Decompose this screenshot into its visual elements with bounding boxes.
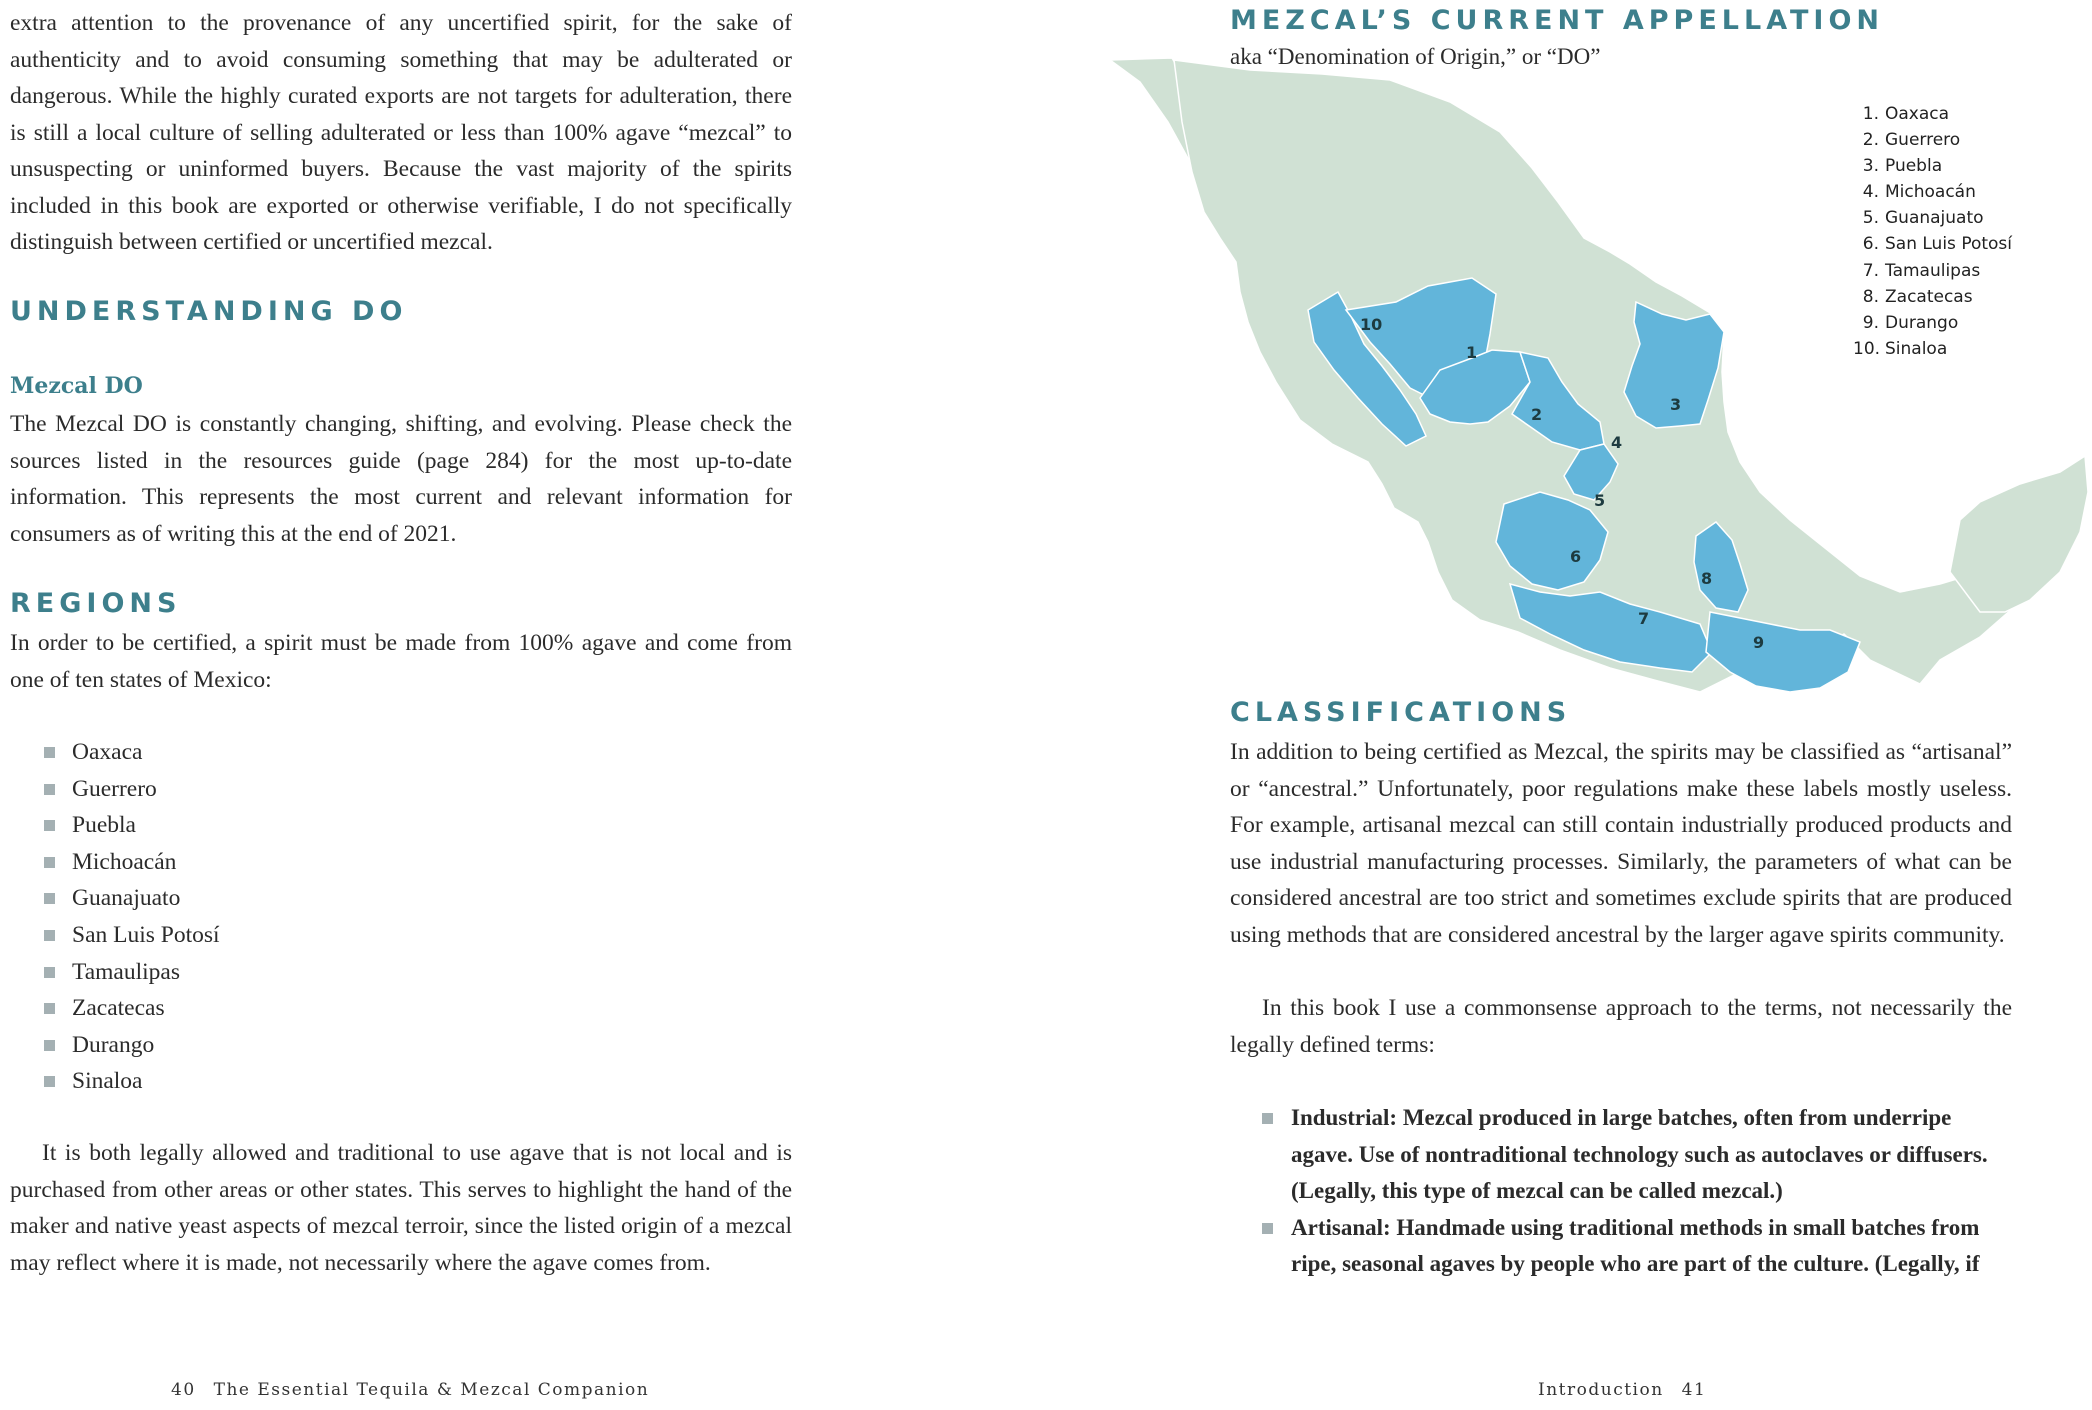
mezcal-do-paragraph: The Mezcal DO is constantly changing, shifting, and evolving. Please check the sources listed in the resources guide (page 284) for the most up-to-date information. This represents the most current and relevant information for consumers as of writing this at the end of 2021.	[10, 411, 792, 547]
page-number: 40	[171, 1380, 196, 1400]
map-heading: MEZCAL’S CURRENT APPELLATION	[1230, 5, 1885, 36]
region-label-9: 9	[1753, 633, 1765, 652]
list-item: Durango	[10, 1027, 610, 1064]
region-label-5: 5	[1594, 491, 1606, 510]
legend-item: 7. Tamaulipas	[1862, 260, 1981, 281]
approach-paragraph: In this book I use a commonsense approach to the terms, not necessarily the legally defined terms:	[1230, 995, 2012, 1058]
yucatan-shape	[1950, 456, 2088, 612]
legend-item: 3. Puebla	[1862, 156, 1943, 177]
legend-item: 10. Sinaloa	[1853, 338, 1948, 359]
bullet-square-icon	[44, 857, 55, 868]
right-footer	[1538, 1380, 1724, 1400]
bullet-square-icon	[44, 1003, 55, 1014]
list-item: Puebla	[10, 807, 610, 844]
terms-list	[1246, 1100, 2006, 1283]
legend-item: 4. Michoacán	[1862, 182, 1976, 203]
classifications-paragraph: In addition to being certified as Mezcal, the spirits may be classified as “artisanal” or “ancestral.” Unfortunately, poor regulations make these labels mostly useless. For example, artisanal mezcal can still contain industrially produced products and use industrial manufacturing processes. Similarly, the parameters of what can be considered ancestral are too strict and sometimes exclude spirits that are produced using methods that are considered ancestral by the larger agave spirits community.	[1230, 739, 2012, 948]
bullet-square-icon	[44, 930, 55, 941]
list-item: Sinaloa	[10, 1063, 610, 1100]
list-item: Industrial: Mezcal produced in large batches, often from underripe agave. Use of nontraditional technology such as autoclaves or diffusers. (Legally, this type of mezcal can be called mezcal.)	[1246, 1100, 2006, 1210]
running-title: The Essential Tequila & Mezcal Companion	[213, 1380, 650, 1400]
page-number: 41	[1681, 1380, 1707, 1400]
regions-heading: REGIONS	[10, 588, 182, 619]
list-item: Artisanal: Handmade using traditional methods in small batches from ripe, seasonal agaves by people who are part of the culture. (Legally, if	[1246, 1210, 2006, 1283]
legend-item: 6. San Luis Potosí	[1862, 234, 2013, 255]
bullet-square-icon	[44, 893, 55, 904]
legend-item: 1. Oaxaca	[1862, 104, 1950, 124]
bullet-square-icon	[44, 784, 55, 795]
bullet-square-icon	[44, 820, 55, 831]
classifications-heading: CLASSIFICATIONS	[1230, 697, 1572, 728]
bullet-square-icon	[1262, 1223, 1273, 1234]
closing-paragraph: It is both legally allowed and traditional to use agave that is not local and is purchased from other areas or other states. This serves to highlight the hand of the maker and native yeast aspects of mezcal terroir, since the listed origin of a mezcal may reflect where it is made, not necessarily where the agave comes from.	[10, 1140, 792, 1276]
bullet-square-icon	[44, 1040, 55, 1051]
regions-paragraph: In order to be certified, a spirit must be made from 100% agave and come from one of ten states of Mexico:	[10, 630, 792, 693]
bullet-square-icon	[44, 747, 55, 758]
list-item: Guerrero	[10, 771, 610, 808]
region-label-6: 6	[1570, 547, 1582, 566]
map-subtitle: aka “Denomination of Origin,” or “DO”	[1230, 44, 1601, 69]
bullet-square-icon	[44, 1076, 55, 1087]
region-label-4: 4	[1611, 433, 1623, 452]
list-item: Zacatecas	[10, 990, 610, 1027]
left-footer	[171, 1380, 667, 1400]
understanding-do-heading: UNDERSTANDING DO	[10, 296, 408, 327]
region-label-3: 3	[1670, 395, 1682, 414]
legend-item: 2. Guerrero	[1862, 130, 1961, 151]
map-legend	[1853, 101, 2012, 362]
mezcal-do-subheading: Mezcal DO	[10, 373, 143, 399]
region-label-2: 2	[1531, 405, 1543, 424]
region-label-8: 8	[1701, 569, 1713, 588]
running-section: Introduction	[1538, 1380, 1664, 1400]
legend-item: 5. Guanajuato	[1862, 208, 1984, 229]
region-label-10: 10	[1360, 315, 1383, 334]
region-label-7: 7	[1638, 609, 1650, 628]
legend-item: 9. Durango	[1862, 312, 1959, 333]
bullet-square-icon	[44, 967, 55, 978]
list-item: Oaxaca	[10, 734, 610, 771]
list-item: Tamaulipas	[10, 954, 610, 991]
list-item: Michoacán	[10, 844, 610, 881]
list-item: San Luis Potosí	[10, 917, 610, 954]
legend-item: 8. Zacatecas	[1862, 286, 1973, 307]
intro-paragraph: extra attention to the provenance of any uncertified spirit, for the sake of authenticity and to avoid consuming something that may be adulterated or dangerous. While the highly curated exports are not targets for adulteration, there is still a local culture of selling adulterated or less than 100% agave “mezcal” to unsuspecting or uninformed buyers. Because the vast majority of the spirits included in this book are exported or otherwise verifiable, I do not specifically distinguish between certified or uncertified mezcal.	[10, 10, 792, 255]
states-list	[10, 734, 610, 1100]
list-item: Guanajuato	[10, 880, 610, 917]
bullet-square-icon	[1262, 1113, 1273, 1124]
region-label-1: 1	[1466, 343, 1478, 362]
